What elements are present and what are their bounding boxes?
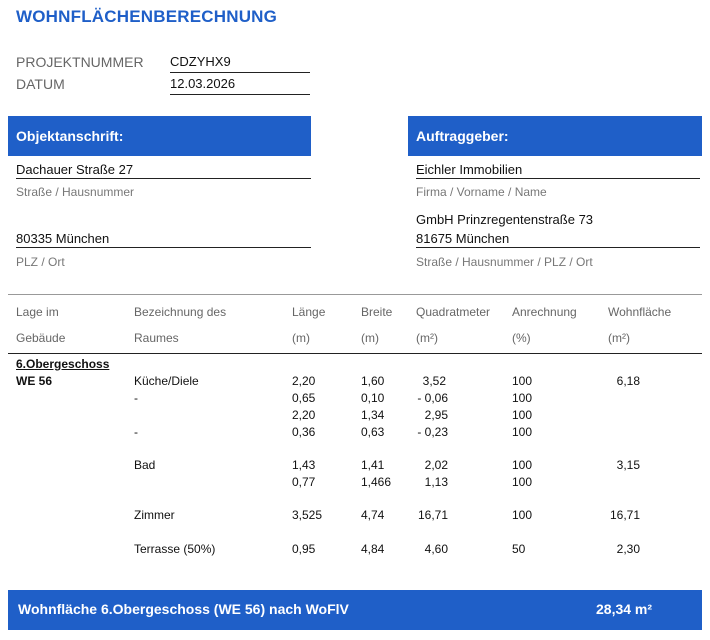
client-company: Eichler Immobilien <box>416 162 700 179</box>
cell-living: 6,18 <box>616 374 640 388</box>
table-row <box>0 408 710 422</box>
cell-length: 0,77 <box>292 475 316 489</box>
cell-length: 0,95 <box>292 542 316 556</box>
cell-living: 2,30 <box>616 542 640 556</box>
header-credit-line1: Anrechnung <box>512 305 577 319</box>
object-street-hint: Straße / Hausnummer <box>16 185 135 199</box>
header-area-line2: (m²) <box>416 331 438 345</box>
cell-width: 1,34 <box>361 408 385 422</box>
unit-label: WE 56 <box>16 374 53 388</box>
header-bottom-rule <box>8 353 702 354</box>
cell-credit: 100 <box>512 391 533 405</box>
header-room-line1: Bezeichnung des <box>134 305 227 319</box>
table-row <box>0 508 710 522</box>
header-width-line2: (m) <box>361 331 379 345</box>
cell-credit: 100 <box>512 374 533 388</box>
table-row <box>0 475 710 489</box>
floor-label: 6.Obergeschoss <box>16 357 110 371</box>
client-address-line1: GmbH Prinzregentenstraße 73 <box>416 212 594 227</box>
cell-width: 1,41 <box>361 458 385 472</box>
cell-width: 4,84 <box>361 542 385 556</box>
cell-area: - 0,23 <box>417 425 448 439</box>
cell-width: 0,63 <box>361 425 385 439</box>
cell-length: 2,20 <box>292 408 316 422</box>
object-address-header: Objektanschrift: <box>8 116 311 156</box>
header-location-line2: Gebäude <box>16 331 66 345</box>
header-width-line1: Breite <box>361 305 393 319</box>
cell-room: Küche/Diele <box>134 374 199 388</box>
cell-room: Bad <box>134 458 156 472</box>
client-header: Auftraggeber: <box>408 116 702 156</box>
header-length-line2: (m) <box>292 331 310 345</box>
table-row <box>0 542 710 556</box>
table-row <box>0 458 710 472</box>
cell-width: 4,74 <box>361 508 385 522</box>
client-address-hint: Straße / Hausnummer / PLZ / Ort <box>416 255 593 269</box>
cell-length: 2,20 <box>292 374 316 388</box>
cell-credit: 100 <box>512 508 533 522</box>
cell-area: 3,52 <box>422 374 446 388</box>
header-credit-line2: (%) <box>512 331 531 345</box>
client-company-hint: Firma / Vorname / Name <box>416 185 547 199</box>
cell-credit: 100 <box>512 425 533 439</box>
cell-credit: 50 <box>512 542 526 556</box>
cell-room: Terrasse (50%) <box>134 542 216 556</box>
cell-area: 2,02 <box>424 458 448 472</box>
date-label: DATUM <box>16 76 65 92</box>
object-city-hint: PLZ / Ort <box>16 255 65 269</box>
header-room-line2: Raumes <box>134 331 179 345</box>
table-row <box>0 425 710 439</box>
date-value: 12.03.2026 <box>170 76 310 95</box>
cell-area: 2,95 <box>424 408 448 422</box>
cell-credit: 100 <box>512 458 533 472</box>
total-bar <box>8 590 702 630</box>
page-title: WOHNFLÄCHENBERECHNUNG <box>16 7 278 26</box>
cell-length: 1,43 <box>292 458 316 472</box>
cell-length: 3,525 <box>292 508 323 522</box>
header-location-line1: Lage im <box>16 305 59 319</box>
cell-area: 1,13 <box>424 475 448 489</box>
cell-room: Zimmer <box>134 508 175 522</box>
cell-credit: 100 <box>512 408 533 422</box>
header-living-line2: (m²) <box>608 331 630 345</box>
table-row <box>0 391 710 405</box>
object-city: 80335 München <box>16 231 311 248</box>
cell-room: - <box>134 391 138 405</box>
cell-length: 0,65 <box>292 391 316 405</box>
header-living-line1: Wohnfläche <box>608 305 672 319</box>
total-value: 28,34 m² <box>596 601 653 617</box>
header-length-line1: Länge <box>292 305 326 319</box>
project-number-label: PROJEKTNUMMER <box>16 54 144 70</box>
cell-living: 16,71 <box>609 508 640 522</box>
cell-length: 0,36 <box>292 425 316 439</box>
client-address-line2: 81675 München <box>416 231 700 248</box>
table-top-rule <box>8 294 702 295</box>
cell-area: 16,71 <box>417 508 448 522</box>
total-label: Wohnfläche 6.Obergeschoss (WE 56) nach WoFlV <box>18 601 349 617</box>
cell-area: 4,60 <box>424 542 448 556</box>
cell-area: - 0,06 <box>417 391 448 405</box>
cell-width: 1,466 <box>361 475 392 489</box>
header-area-line1: Quadratmeter <box>416 305 491 319</box>
project-number-value: CDZYHX9 <box>170 54 310 73</box>
table-row <box>0 374 710 388</box>
cell-credit: 100 <box>512 475 533 489</box>
cell-room: - <box>134 425 138 439</box>
cell-width: 1,60 <box>361 374 385 388</box>
object-street: Dachauer Straße 27 <box>16 162 311 179</box>
cell-living: 3,15 <box>616 458 640 472</box>
cell-width: 0,10 <box>361 391 385 405</box>
